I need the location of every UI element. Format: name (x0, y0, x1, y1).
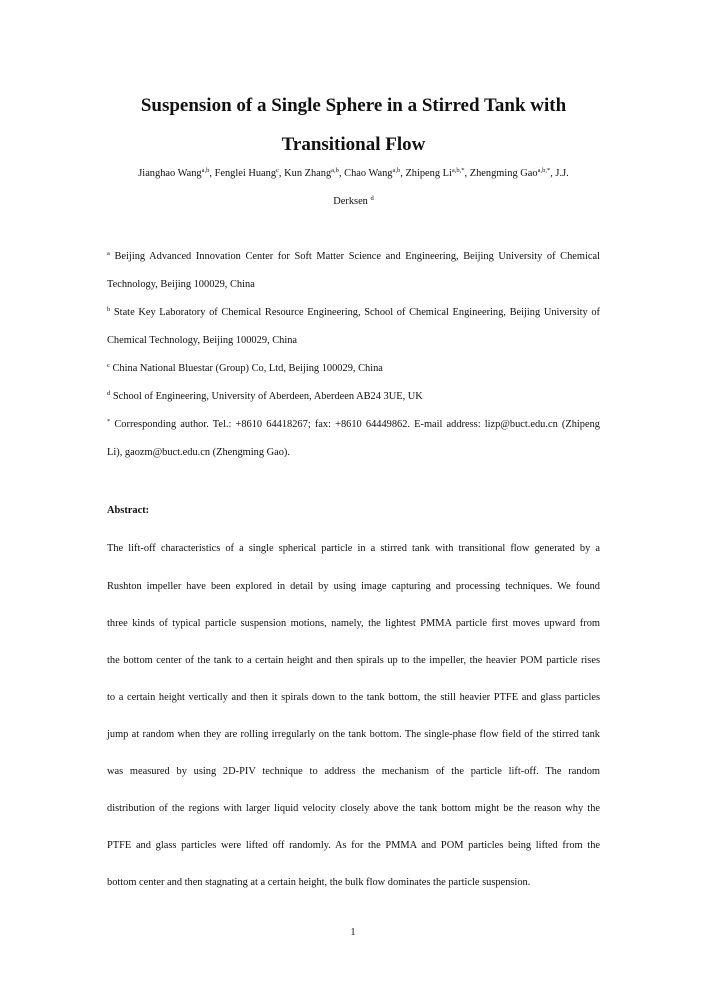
author-name: Kun Zhang (284, 168, 332, 179)
corresponding-author-mark: * (107, 418, 111, 425)
author-name: Fenglei Huang (214, 168, 277, 179)
author-affiliation-mark: c (276, 167, 279, 174)
affiliation-b-continued: Chemical Technology, Beijing 100029, China (107, 335, 298, 346)
abstract-heading: Abstract: (107, 505, 150, 516)
author-affiliation-mark: a,b (392, 167, 401, 174)
affiliation-b (107, 307, 600, 319)
abstract-line: distribution of the regions with larger liquid velocity closely above the tank bottom might be the reason why the (107, 803, 600, 814)
author-list-line-2 (90, 196, 617, 208)
corresponding-author-note-continued: Li), gaozm@buct.edu.cn (Zhengming Gao). (107, 447, 290, 458)
paper-title-line-2: Transitional Flow (281, 134, 426, 155)
page-number: 1 (350, 927, 356, 938)
affiliation-text: School of Engineering, University of Aberdeen, Aberdeen AB24 3UE, UK (112, 391, 423, 402)
abstract-line: PTFE and glass particles were lifted off randomly. As for the PMMA and POM particles being lifted from the (107, 840, 600, 851)
abstract-line: jump at random when they are rolling irregularly on the tank bottom. The single-phase flow field of the stirred tank (107, 729, 600, 740)
author-affiliation-mark: a,b (201, 167, 210, 174)
abstract-line: was measured by using 2D-PIV technique to address the mechanism of the particle lift-off. The random (107, 766, 600, 777)
abstract-line: Rushton impeller have been explored in detail by using image capturing and processing techniques. We found (107, 581, 600, 592)
author-name: Chao Wang (344, 168, 393, 179)
affiliation-a (107, 251, 600, 263)
affiliation-text: Beijing Advanced Innovation Center for Soft Matter Science and Engineering, Beijing University of Chemical (114, 251, 600, 262)
affiliation-mark: b (107, 306, 111, 313)
author-name: Zhengming Gao (469, 168, 538, 179)
author-affiliation-mark: a,b (331, 167, 339, 174)
affiliation-text: China National Bluestar (Group) Co, Ltd, Beijing 100029, China (112, 363, 383, 374)
affiliation-c (107, 363, 600, 375)
author-list-line-1: Jianghao Wang$^{a,b}$, Fenglei Huang$^c$, Kun Zhang$^{a,b}$, Chao Wang$^{a,b}$, Zhipeng $Li^{a,b,*}$, Zhengming Gao$^{a,b,*}$, J.J. (138, 167, 569, 179)
corresponding-author-text: Corresponding author. Tel.: +8610 64418267; fax: +8610 64449862. E-mail address: lizp@buct.edu.cn (Zhipeng (114, 419, 600, 430)
affiliation-mark: c (107, 362, 110, 369)
author-affiliation-mark: d (370, 195, 374, 202)
affiliation-text: State Key Laboratory of Chemical Resource Engineering, School of Chemical Engineering, Beijing University of (113, 307, 600, 318)
author-name: J.J. (555, 168, 569, 179)
abstract-line: the bottom center of the tank to a certain height and then spirals up to the impeller, the heavier POM particle rises (107, 655, 600, 666)
author-affiliation-mark: a,b,* (451, 167, 465, 174)
corresponding-author-note (107, 419, 600, 431)
author-affiliation-mark: a,b,* (537, 167, 551, 174)
abstract-line: bottom center and then stagnating at a certain height, the bulk flow dominates the particle suspension. (107, 877, 531, 888)
author-name: Derksen (333, 196, 368, 207)
affiliation-mark: a (107, 250, 110, 257)
affiliation-a-continued: Technology, Beijing 100029, China (107, 279, 255, 290)
affiliation-mark: d (107, 390, 111, 397)
abstract-line: The lift-off characteristics of a single spherical particle in a stirred tank with transitional flow generated by a (107, 543, 600, 554)
author-name: Jianghao Wang (138, 168, 202, 179)
paper-title-line-1: Suspension of a Single Sphere in a Stirred Tank with (140, 95, 567, 116)
affiliation-d (107, 391, 600, 403)
abstract-line: to a certain height vertically and then it spirals down to the tank bottom, the still heavier PTFE and glass particles (107, 692, 600, 703)
author-name: Zhipeng Li (405, 168, 452, 179)
abstract-line: three kinds of typical particle suspension motions, namely, the lightest PMMA particle first moves upward from (107, 618, 600, 629)
